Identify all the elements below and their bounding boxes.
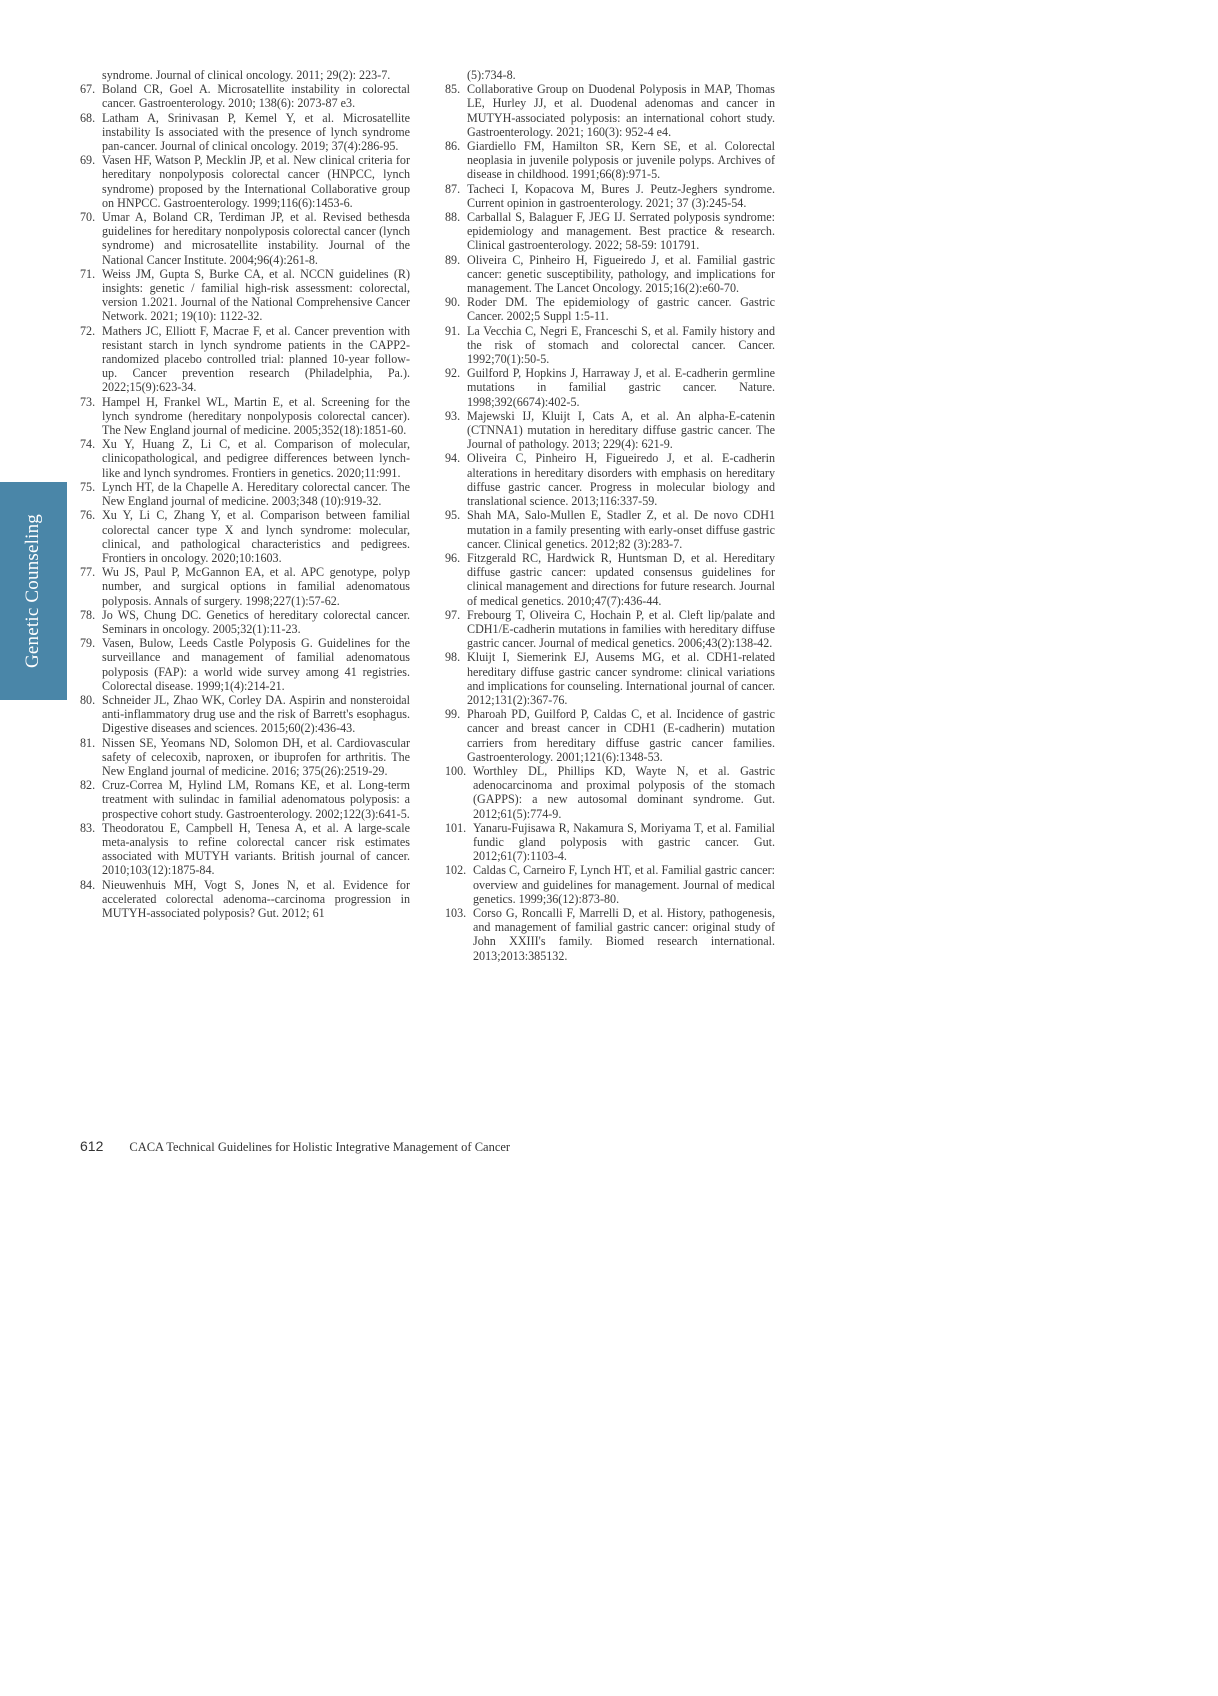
reference-number: 82. [80,778,96,793]
reference-entry [445,608,775,651]
reference-number: 79. [80,636,96,651]
reference-entry [80,878,410,921]
reference-entry [445,295,775,323]
reference-entry [80,821,410,878]
reference-number: 99. [445,707,461,722]
reference-text: Majewski IJ, Kluijt I, Cats A, et al. An alpha-E-catenin (CTNNA1) mutation in hereditary diffuse gastric cancer. The Journal of pathology. 2013; 229(4): 621-9. [467,408,775,452]
reference-entry [445,451,775,508]
reference-entry [445,508,775,551]
reference-entry [80,153,410,210]
reference-number: 74. [80,437,96,452]
reference-number: 83. [80,820,96,835]
reference-text: Oliveira C, Pinheiro H, Figueiredo J, et al. Familial gastric cancer: genetic susceptibility, pathology, and implications for management. The Lancet Oncology. 2015;16(2):e60-70. [467,252,775,296]
reference-entry [445,366,775,409]
reference-text: Nissen SE, Yeomans ND, Solomon DH, et al. Cardiovascular safety of celecoxib, naproxen, or ibuprofen for arthritis. The New England journal of medicine. 2016; 375(26):2519-29. [102,735,410,778]
reference-list-right [445,82,775,963]
reference-text: Schneider JL, Zhao WK, Corley DA. Aspirin and nonsteroidal anti-inflammatory drug use and the risk of Barrett's esophagus. Digestive diseases and sciences. 2015;60(2):436-43. [102,692,410,736]
reference-text: Oliveira C, Pinheiro H, Figueiredo J, et al. E-cadherin alterations in hereditary disorders with emphasis on hereditary diffuse gastric cancer. Progress in molecular biology and translational science. 2013;116:337-59. [467,451,775,509]
reference-number: 90. [445,295,461,310]
reference-number: 84. [80,877,96,892]
reference-number: 69. [80,153,96,168]
reference-text: Vasen HF, Watson P, Mecklin JP, et al. New clinical criteria for hereditary nonpolyposis colorectal cancer (HNPCC, lynch syndrome) proposed by the International Collaborative group on HNPCC. Gastroenterology. 1999;116(6):1453-6. [102,153,410,210]
reference-entry [445,139,775,182]
reference-text: Boland CR, Goel A. Microsatellite instability in colorectal cancer. Gastroenterology. 2010; 138(6): 2073-87 e3. [102,82,410,111]
section-side-tab [0,482,67,700]
reference-number: 95. [445,508,461,523]
page-footer [80,1138,510,1155]
reference-entry [445,821,775,864]
reference-entry [80,267,410,324]
reference-text: Roder DM. The epidemiology of gastric cancer. Gastric Cancer. 2002;5 Suppl 1:5-11. [467,295,775,324]
reference-text: Cruz-Correa M, Hylind LM, Romans KE, et al. Long-term treatment with sulindac in familial adenomatous polyposis: a prospective cohort study. Gastroenterology. 2002;122(3):641-5. [102,778,410,821]
reference-text: Guilford P, Hopkins J, Harraway J, et al. E-cadherin germline mutations in familial gastric cancer. Nature. 1998;392(6674):402-5. [467,366,775,409]
reference-entry [445,764,775,821]
reference-text: Giardiello FM, Hamilton SR, Kern SE, et al. Colorectal neoplasia in juvenile polyposis or juvenile polyps. Archives of disease in childhood. 1991;66(8):971-5. [467,139,775,182]
reference-number: 91. [445,323,461,338]
reference-text: Collaborative Group on Duodenal Polyposis in MAP, Thomas LE, Hurley JJ, et al. Duodenal adenomas and cancer in MUTYH-associated polyposis: an international cohort study. Gastroenterology. 2021; 160(3): 952-4 e4. [467,82,775,139]
reference-text: Mathers JC, Elliott F, Macrae F, et al. Cancer prevention with resistant starch in lynch syndrome patients in the CAPP2-randomized placebo controlled trial: planned 10-year follow-up. Cancer prevention research (Philadelphia, Pa.). 2022;15(9):623-34. [102,323,410,395]
reference-entry [80,324,410,395]
running-title: CACA Technical Guidelines for Holistic Integrative Management of Cancer [129,1140,511,1154]
reference-entry [445,409,775,452]
reference-number: 87. [445,181,461,196]
reference-text: Xu Y, Huang Z, Li C, et al. Comparison of molecular, clinicopathological, and pedigree differences between lynch-like and lynch syndromes. Frontiers in genetics. 2020;11:991. [102,437,410,480]
reference-entry [80,395,410,438]
reference-number: 70. [80,210,96,225]
reference-number: 78. [80,607,96,622]
reference-text: Frebourg T, Oliveira C, Hochain P, et al. Cleft lip/palate and CDH1/E-cadherin mutations in families with hereditary diffuse gastric cancer. Journal of medical genetics. 2006;43(2):138-42. [467,607,775,651]
reference-list-left [80,82,410,920]
reference-number: 85. [445,82,461,97]
reference-text: Kluijt I, Siemerink EJ, Ausems MG, et al. CDH1-related hereditary diffuse gastric cancer syndrome: clinical variations and implications for counseling. International journal of cancer. 2012;131(2):367-76. [467,650,775,707]
reference-text: Hampel H, Frankel WL, Martin E, et al. Screening for the lynch syndrome (hereditary nonpolyposis colorectal cancer). The New England journal of medicine. 2005;352(18):1851-60. [102,394,410,438]
reference-number: 97. [445,607,461,622]
reference-entry [80,565,410,608]
reference-entry [445,707,775,764]
reference-entry [445,210,775,253]
reference-entry [80,608,410,636]
reference-text: Latham A, Srinivasan P, Kemel Y, et al. Microsatellite instability Is associated with the presence of lynch syndrome pan-cancer. Journal of clinical oncology. 2019; 37(4):286-95. [102,110,410,154]
reference-entry [445,82,775,139]
reference-text: Worthley DL, Phillips KD, Wayte N, et al. Gastric adenocarcinoma and proximal polyposis of the stomach (GAPPS): a new autosomal dominant syndrome. Gut. 2012;61(5):774-9. [473,763,775,821]
page-number: 612 [80,1138,104,1154]
reference-entry [80,778,410,821]
reference-number: 73. [80,394,96,409]
reference-number: 92. [445,366,461,381]
reference-text: Caldas C, Carneiro F, Lynch HT, et al. Familial gastric cancer: overview and guidelines for management. Journal of medical genetics. 1999;36(12):873-80. [473,863,775,906]
reference-text: Yanaru-Fujisawa R, Nakamura S, Moriyama T, et al. Familial fundic gland polyposis with gastric cancer. Gut. 2012;61(7):1103-4. [473,820,775,864]
reference-entry [445,182,775,210]
reference-number: 80. [80,692,96,707]
reference-number: 94. [445,451,461,466]
reference-text: Corso G, Roncalli F, Marrelli D, et al. History, pathogenesis, and management of familial gastric cancer: original study of John XXIII's family. Biomed research international. 2013;2013:385132. [473,905,775,963]
reference-number: 96. [445,550,461,565]
right-reference-column [445,68,775,963]
reference-entry [80,111,410,154]
reference-text: Umar A, Boland CR, Terdiman JP, et al. Revised bethesda guidelines for hereditary nonpolyposis colorectal cancer (lynch syndrome) and microsatellite instability. Journal of the National Cancer Institute. 2004;96(4):261-8. [102,210,410,267]
reference-number: 81. [80,735,96,750]
reference-entry [80,508,410,565]
reference-entry [80,82,410,110]
reference-text: Vasen, Bulow, Leeds Castle Polyposis G. Guidelines for the surveillance and management of familial adenomatous polyposis (FAP): a world wide survey among 41 registries. Colorectal disease. 1999;1(4):214-21. [102,636,410,693]
reference-number: 75. [80,479,96,494]
reference-entry [445,324,775,367]
reference-text: Tacheci I, Kopacova M, Bures J. Peutz-Jeghers syndrome. Current opinion in gastroenterology. 2021; 37 (3):245-54. [467,181,775,210]
reference-text: Xu Y, Li C, Zhang Y, et al. Comparison between familial colorectal cancer type X and lynch syndrome: molecular, clinical, and pathological characteristics and pedigrees. Frontiers in oncology. 2020;10:1603. [102,508,410,565]
reference-entry [445,863,775,906]
reference-entry [445,906,775,963]
reference-entry [80,480,410,508]
left-reference-column [80,68,410,920]
reference-text: Shah MA, Salo-Mullen E, Stadler Z, et al. De novo CDH1 mutation in a family presenting with early-onset diffuse gastric cancer. Clinical genetics. 2012;82 (3):283-7. [467,508,775,551]
reference-entry [80,736,410,779]
reference-text: Carballal S, Balaguer F, JEG IJ. Serrated polyposis syndrome: epidemiology and management. Best practice & research. Clinical gastroenterology. 2022; 58-59: 101791. [467,210,775,253]
reference-number: 67. [80,82,96,97]
reference-entry [80,636,410,693]
reference-entry [445,551,775,608]
reference-entry [445,253,775,296]
reference-text: Pharoah PD, Guilford P, Caldas C, et al. Incidence of gastric cancer and breast cancer in CDH1 (E-cadherin) mutation carriers from hereditary diffuse gastric cancer families. Gastroenterology. 2001;121(6):1348-53. [467,707,775,764]
reference-number: 103. [445,905,467,920]
reference-continuation: (5):734-8. [467,68,516,82]
reference-continuation: syndrome. Journal of clinical oncology. 2011; 29(2): 223-7. [102,68,391,82]
reference-number: 98. [445,650,461,665]
reference-number: 102. [445,863,467,878]
reference-text: Fitzgerald RC, Hardwick R, Huntsman D, et al. Hereditary diffuse gastric cancer: updated consensus guidelines for clinical management and directions for future research. Journal of medical genetics. 2010;47(7):436-44. [467,550,775,608]
reference-number: 100. [445,763,467,778]
reference-number: 89. [445,252,461,267]
reference-text: Wu JS, Paul P, McGannon EA, et al. APC genotype, polyp number, and surgical options in familial adenomatous polyposis. Annals of surgery. 1998;227(1):57-62. [102,565,410,608]
reference-number: 72. [80,323,96,338]
reference-text: Theodoratou E, Campbell H, Tenesa A, et al. A large-scale meta-analysis to refine colorectal cancer risk estimates associated with MUTYH variants. British journal of cancer. 2010;103(12):1875-84. [102,820,410,878]
reference-number: 101. [445,820,467,835]
reference-text: Jo WS, Chung DC. Genetics of hereditary colorectal cancer. Seminars in oncology. 2005;32(1):11-23. [102,607,410,636]
reference-text: Nieuwenhuis MH, Vogt S, Jones N, et al. Evidence for accelerated colorectal adenoma--carcinoma progression in MUTYH-associated polyposis? Gut. 2012; 61 [102,877,410,920]
reference-number: 77. [80,565,96,580]
reference-entry [80,693,410,736]
reference-text: Weiss JM, Gupta S, Burke CA, et al. NCCN guidelines (R) insights: genetic / familial high-risk assessment: colorectal, version 1.2021. Journal of the National Comprehensive Cancer Network. 2021; 19(10): 1122-32. [102,266,410,324]
section-side-tab-label: Genetic Counseling [22,514,43,668]
reference-text: Lynch HT, de la Chapelle A. Hereditary colorectal cancer. The New England journal of medicine. 2003;348 (10):919-32. [102,479,410,509]
reference-entry [445,650,775,707]
reference-number: 76. [80,508,96,523]
reference-entry [80,437,410,480]
reference-number: 88. [445,210,461,225]
reference-text: La Vecchia C, Negri E, Franceschi S, et al. Family history and the risk of stomach and colorectal cancer. Cancer. 1992;70(1):50-5. [467,323,775,367]
reference-number: 68. [80,110,96,125]
reference-number: 93. [445,408,461,423]
reference-number: 86. [445,139,461,154]
reference-number: 71. [80,266,96,281]
reference-entry [80,210,410,267]
